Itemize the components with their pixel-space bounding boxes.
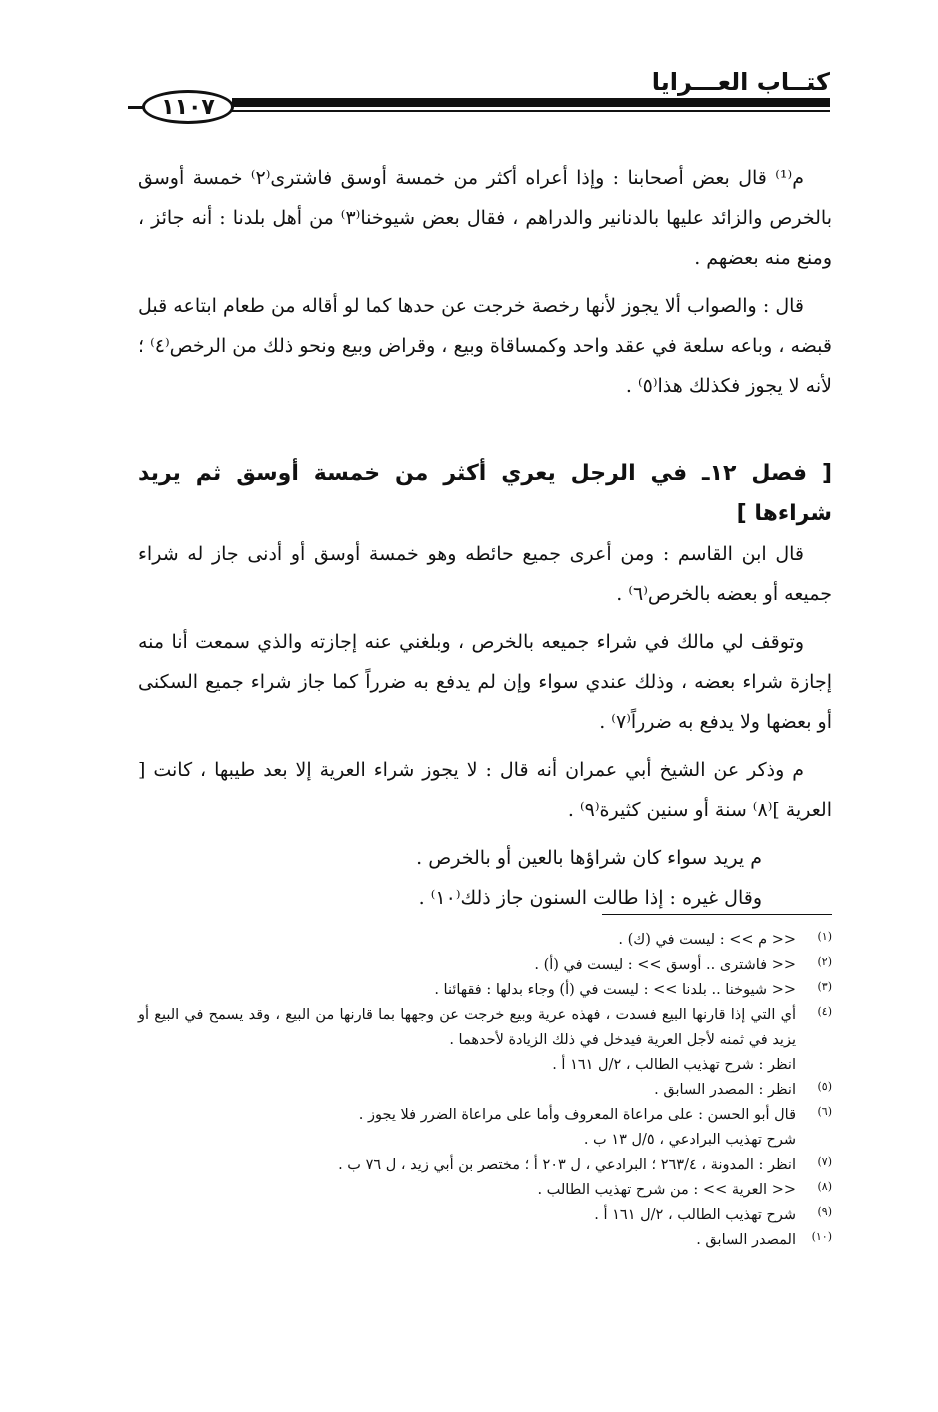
footnote-2: (٢) << فاشترى .. أوسق >> : ليست في (أ) . [534,955,832,973]
footnote-10: (١٠) المصدر السابق . [696,1230,832,1248]
footnote-3: (٣) << شيوخنا .. بلدنا >> : ليست في (أ) وجاء بدلها : فقهائنا . [434,980,832,998]
header-rule-thick [232,98,830,107]
header-title: كتــاب العـــرايا [651,68,830,96]
section-paragraph-1: قال ابن القاسم : ومن أعرى جميع حائطه وهو خمسة أوسق أو أدنى جاز له شراء جميعه أو بعضه بالخرص⁽٦⁾ . [138,543,832,605]
footnote-divider [602,914,832,915]
section-title: [ فصل ١٢ـ في الرجل يعري أكثر من خمسة أوسق ثم يريد شراءها ] [138,461,833,526]
footnotes [138,928,832,1253]
sub-line-2: وقال غيره : إذا طالت السنون جاز ذلك⁽١٠⁾ . [418,887,762,909]
main-text [138,158,832,918]
page-number-badge: ١١٠٧ [142,90,234,124]
footnote-4-source: انظر : شرح تهذيب الطالب ، ٢/ل ١٦١ أ . [552,1057,796,1073]
section-paragraph-2: وتوقف لي مالك في شراء جميعه بالخرص ، وبلغني عنه إجازته والذي سمعت أنا منه إجازة شراء بعضه ، وذلك عندي سواء وإن لم يدفع به ضرراً كما جاز شراء جميع السكنى أو بعضها ولا يدفع به ضرراً⁽٧⁾ . [138,631,832,733]
footnote-1: (١) << م >> : ليست في (ك) . [618,930,832,948]
sub-line-1: م يريد سواء كان شراؤها بالعين أو بالخرص . [416,847,762,869]
footnote-8: (٨) << العرية >> : من شرح تهذيب الطالب . [537,1180,832,1198]
header-rule-thin [232,110,830,112]
paragraph-2: قال : والصواب ألا يجوز لأنها رخصة خرجت عن حدها كما لو أقاله من طعام ابتاعه قبل قبضه ، وباعه سلعة في عقد واحد وكمساقاة وبيع ، وقراض وبيع ونحو ذلك من الرخص⁽٤⁾ ؛ لأنه لا يجوز فكذلك هذا⁽٥⁾ . [138,295,832,397]
footnote-6-source: شرح تهذيب البرادعي ، ٥/ل ١٣ ب . [583,1132,796,1148]
footnote-6: (٦) قال أبو الحسن : على مراعاة المعروف وأما على مراعاة الضرر فلا يجوز . [358,1105,832,1123]
paragraph-1: م⁽¹⁾ قال بعض أصحابنا : وإذا أعراه أكثر من خمسة أوسق فاشترى⁽٢⁾ خمسة أوسق بالخرص والزائد عليها بالدنانير والدراهم ، فقال بعض شيوخنا⁽٣⁾ من أهل بلدنا : أنه جائز ، ومنع منه بعضهم . [138,167,832,269]
footnote-9: (٩) شرح تهذيب الطالب ، ٢/ل ١٦١ أ . [594,1205,832,1223]
section-paragraph-3: م وذكر عن الشيخ أبي عمران أنه قال : لا يجوز شراء العرية إلا بعد طيبها ، كانت [ العرية ]⁽٨⁾ سنة أو سنين كثيرة⁽٩⁾ . [138,759,832,821]
footnote-4: (٤) أي التي إذا قارنها البيع فسدت ، فهذه عرية وبيع خرجت عن وجهها بما قارنها من البيع ، وقد يسمح في البيع أو يزيد في ثمنه لأجل العرية فيدخل في ذلك الزيادة لأحدهما . [138,1005,832,1048]
footnote-5: (٥) انظر : المصدر السابق . [654,1080,832,1098]
footnote-7: (٧) انظر : المدونة ، ٢٦٣/٤ ؛ البرادعي ، ل ٢٠٣ أ ؛ مختصر بن أبي زيد ، ل ٧٦ ب . [338,1155,832,1173]
